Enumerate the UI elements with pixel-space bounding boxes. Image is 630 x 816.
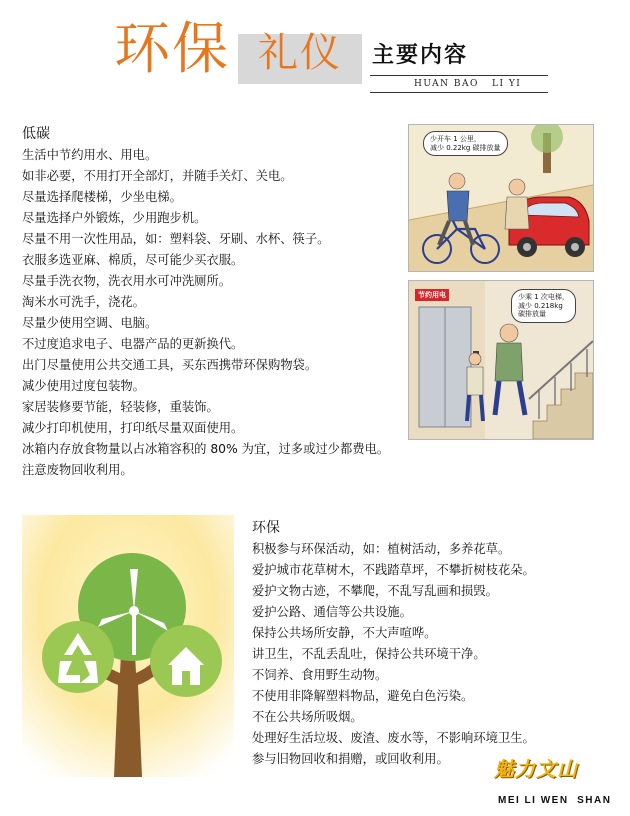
list-item: 不在公共场所吸烟。 xyxy=(252,710,363,724)
title-rule-bottom xyxy=(370,92,548,93)
list-item: 不过度追求电子、电器产品的更新换代。 xyxy=(22,337,244,351)
list-item: 尽量选择户外锻炼，少用跑步机。 xyxy=(22,211,207,225)
list-item: 参与旧物回收和捐赠，或回收利用。 xyxy=(252,752,449,766)
list-item: 爱护公路、通信等公共设施。 xyxy=(252,605,412,619)
list-item: 不使用非降解塑料物品，避免白色污染。 xyxy=(252,689,474,703)
eco-tree-illustration xyxy=(22,515,234,777)
eco-tree-graphic xyxy=(22,515,234,777)
title-pinyin: HUAN BAO LI YI xyxy=(414,79,522,89)
list-item: 保持公共场所安静，不大声喧哗。 xyxy=(252,626,437,640)
list-item: 生活中节约用水、用电。 xyxy=(22,148,158,162)
list-item: 减少使用过度包装物。 xyxy=(22,379,145,393)
low-carbon-heading: 低碳 xyxy=(22,126,50,142)
list-item: 家居装修要节能，轻装修，重装饰。 xyxy=(22,400,219,414)
list-item: 不饲养、食用野生动物。 xyxy=(252,668,388,682)
list-item: 积极参与环保活动，如：植树活动，多养花草。 xyxy=(252,542,511,556)
list-item: 爱护城市花草树木，不践踏草坪，不攀折树枝花朵。 xyxy=(252,563,535,577)
brand-logo-script: 魅力文山 xyxy=(494,757,578,781)
list-item: 尽量选择爬楼梯，少坐电梯。 xyxy=(22,190,182,204)
comic1-speech-bubble: 少开车 1 公里， 减少 0.22kg 碳排放量 xyxy=(423,131,508,156)
brand-pinyin: MEI LI WEN SHAN xyxy=(498,795,612,806)
list-item: 尽量不用一次性用品，如：塑料袋、牙刷、水杯、筷子。 xyxy=(22,232,330,246)
title-liyi: 礼仪 xyxy=(258,30,342,76)
title-rule-top xyxy=(370,75,548,76)
list-item: 出门尽量使用公共交通工具，买东西携带环保购物袋。 xyxy=(22,358,318,372)
eco-heading: 环保 xyxy=(252,520,280,536)
eco-list xyxy=(252,539,622,770)
list-item: 注意废物回收利用。 xyxy=(22,463,133,477)
comic-panel-bike-car xyxy=(408,124,594,272)
list-item: 衣服多选亚麻、棉质，尽可能少买衣服。 xyxy=(22,253,244,267)
list-item: 减少打印机使用，打印纸尽量双面使用。 xyxy=(22,421,244,435)
comic-panel-elevator-stairs xyxy=(408,280,594,440)
list-item: 如非必要，不用打开全部灯，并随手关灯、关电。 xyxy=(22,169,293,183)
list-item: 讲卫生，不乱丢乱吐，保持公共环境干净。 xyxy=(252,647,486,661)
list-item: 处理好生活垃圾、废渣、废水等，不影响环境卫生。 xyxy=(252,731,535,745)
list-item: 尽量少使用空调、电脑。 xyxy=(22,316,158,330)
comic2-save-power-tag: 节约用电 xyxy=(415,289,449,301)
list-item: 爱护文物古迹，不攀爬，不乱写乱画和损毁。 xyxy=(252,584,498,598)
list-item: 淘米水可洗手，浇花。 xyxy=(22,295,145,309)
comic2-speech-bubble: 少乘 1 次电梯， 减少 0.218kg 碳排放量 xyxy=(511,289,576,323)
list-item: 尽量手洗衣物，洗衣用水可冲洗厕所。 xyxy=(22,274,232,288)
title-huanbao: 环保 xyxy=(114,17,230,82)
list-item: 冰箱内存放食物量以占冰箱容积的 80% 为宜，过多或过少都费电。 xyxy=(22,442,390,456)
title-main-content: 主要内容 xyxy=(372,42,469,68)
